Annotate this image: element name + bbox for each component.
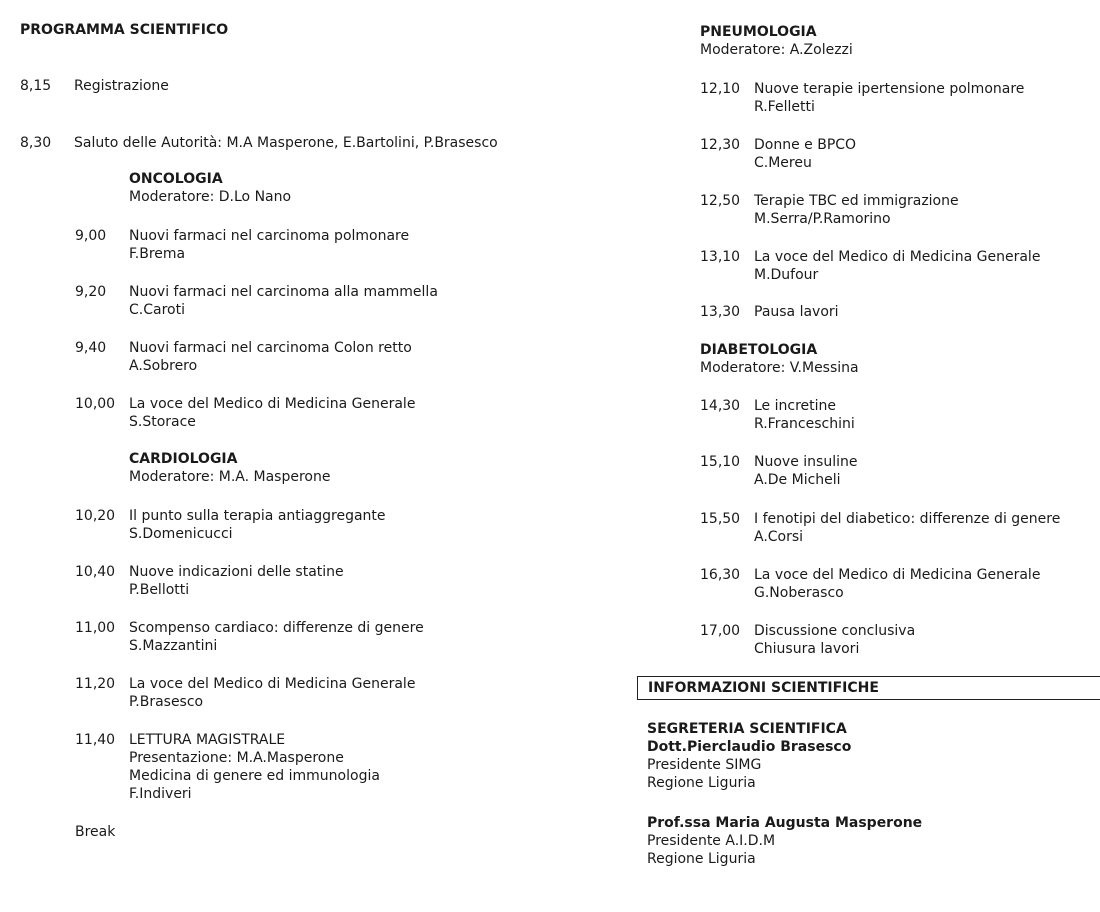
item-time: 12,30 xyxy=(700,137,741,153)
item-time: 8,30 xyxy=(20,135,52,151)
item-time: 9,20 xyxy=(75,284,107,300)
item-title: Scompenso cardiaco: differenze di genere xyxy=(129,620,424,636)
item-title: La voce del Medico di Medicina Generale xyxy=(754,249,1041,265)
item-speaker: G.Noberasco xyxy=(754,585,844,601)
item-title: Nuove insuline xyxy=(754,454,858,470)
item-speaker: R.Felletti xyxy=(754,99,815,115)
item-text: Saluto delle Autorità: M.A Masperone, E.Bartolini, P.Brasesco xyxy=(74,135,498,151)
contact-name: Prof.ssa Maria Augusta Masperone xyxy=(647,815,923,831)
item-text: Registrazione xyxy=(74,78,169,94)
item-speaker: M.Dufour xyxy=(754,267,819,283)
item-title: Discussione conclusiva xyxy=(754,623,916,639)
break-label: Break xyxy=(75,824,116,840)
item-speaker: A.De Micheli xyxy=(754,472,841,488)
section-moderator: Moderatore: V.Messina xyxy=(700,360,859,376)
item-speaker: M.Serra/P.Ramorino xyxy=(754,211,891,227)
section-heading: ONCOLOGIA xyxy=(129,171,223,187)
contact-region: Regione Liguria xyxy=(647,851,756,867)
item-title: I fenotipi del diabetico: differenze di genere xyxy=(754,511,1061,527)
intro-item-greetings xyxy=(20,134,498,152)
item-title: Nuovi farmaci nel carcinoma alla mammella xyxy=(129,284,438,300)
section-oncologia xyxy=(129,170,291,206)
item-time: 13,10 xyxy=(700,249,741,265)
item-speaker: C.Mereu xyxy=(754,155,812,171)
section-pneumologia xyxy=(700,23,853,59)
item-speaker: P.Brasesco xyxy=(129,694,204,710)
lettura-line: Presentazione: M.A.Masperone xyxy=(129,750,344,766)
section-moderator: Moderatore: D.Lo Nano xyxy=(129,189,292,205)
item-time: 14,30 xyxy=(700,398,741,414)
item-time: 17,00 xyxy=(700,623,741,639)
item-speaker: S.Domenicucci xyxy=(129,526,233,542)
item-speaker: R.Franceschini xyxy=(754,416,855,432)
contact-block xyxy=(647,720,851,792)
item-speaker: C.Caroti xyxy=(129,302,185,318)
item-title: Nuovi farmaci nel carcinoma polmonare xyxy=(129,228,410,244)
contact-role: Presidente SIMG xyxy=(647,757,762,773)
lettura-line: LETTURA MAGISTRALE xyxy=(129,732,286,748)
item-speaker: F.Brema xyxy=(129,246,186,262)
section-heading: DIABETOLOGIA xyxy=(700,342,818,358)
lettura-line: Medicina di genere ed immunologia xyxy=(129,768,380,784)
item-speaker: S.Storace xyxy=(129,414,196,430)
item-title: Nuove indicazioni delle statine xyxy=(129,564,344,580)
item-title: Donne e BPCO xyxy=(754,137,857,153)
segreteria-heading: SEGRETERIA SCIENTIFICA xyxy=(647,721,847,737)
program-title: PROGRAMMA SCIENTIFICO xyxy=(20,22,229,38)
item-time: 10,20 xyxy=(75,508,116,524)
item-time: 10,40 xyxy=(75,564,116,580)
item-title: Nuovi farmaci nel carcinoma Colon retto xyxy=(129,340,412,356)
item-time: 11,00 xyxy=(75,620,116,636)
section-diabetologia xyxy=(700,341,859,377)
item-title: La voce del Medico di Medicina Generale xyxy=(129,396,416,412)
item-title: Il punto sulla terapia antiaggregante xyxy=(129,508,386,524)
item-time: 11,40 xyxy=(75,732,116,748)
info-section-title: INFORMAZIONI SCIENTIFICHE xyxy=(648,680,879,696)
item-time: 9,00 xyxy=(75,228,107,244)
item-title: Pausa lavori xyxy=(754,304,839,320)
item-time: 11,20 xyxy=(75,676,116,692)
section-cardiologia xyxy=(129,450,330,486)
section-moderator: Moderatore: A.Zolezzi xyxy=(700,42,853,58)
item-title: Le incretine xyxy=(754,398,837,414)
item-speaker: S.Mazzantini xyxy=(129,638,218,654)
item-speaker: Chiusura lavori xyxy=(754,641,860,657)
item-speaker: A.Corsi xyxy=(754,529,804,545)
item-title: La voce del Medico di Medicina Generale xyxy=(754,567,1041,583)
item-time: 15,50 xyxy=(700,511,741,527)
info-section-bar xyxy=(637,676,1100,700)
item-time: 10,00 xyxy=(75,396,116,412)
item-time: 15,10 xyxy=(700,454,741,470)
item-time: 8,15 xyxy=(20,78,52,94)
section-heading: CARDIOLOGIA xyxy=(129,451,238,467)
item-time: 12,10 xyxy=(700,81,741,97)
intro-item-registration xyxy=(20,77,169,95)
contact-role: Presidente A.I.D.M xyxy=(647,833,776,849)
section-heading: PNEUMOLOGIA xyxy=(700,24,817,40)
contact-region: Regione Liguria xyxy=(647,775,756,791)
item-time: 9,40 xyxy=(75,340,107,356)
item-speaker: A.Sobrero xyxy=(129,358,198,374)
item-speaker: P.Bellotti xyxy=(129,582,190,598)
item-time: 13,30 xyxy=(700,304,741,320)
item-title: Terapie TBC ed immigrazione xyxy=(754,193,959,209)
lettura-line: F.Indiveri xyxy=(129,786,192,802)
contact-block xyxy=(647,814,922,868)
item-title: Nuove terapie ipertensione polmonare xyxy=(754,81,1025,97)
item-time: 12,50 xyxy=(700,193,741,209)
item-time: 16,30 xyxy=(700,567,741,583)
section-moderator: Moderatore: M.A. Masperone xyxy=(129,469,331,485)
contact-name: Dott.Pierclaudio Brasesco xyxy=(647,739,852,755)
item-title: La voce del Medico di Medicina Generale xyxy=(129,676,416,692)
